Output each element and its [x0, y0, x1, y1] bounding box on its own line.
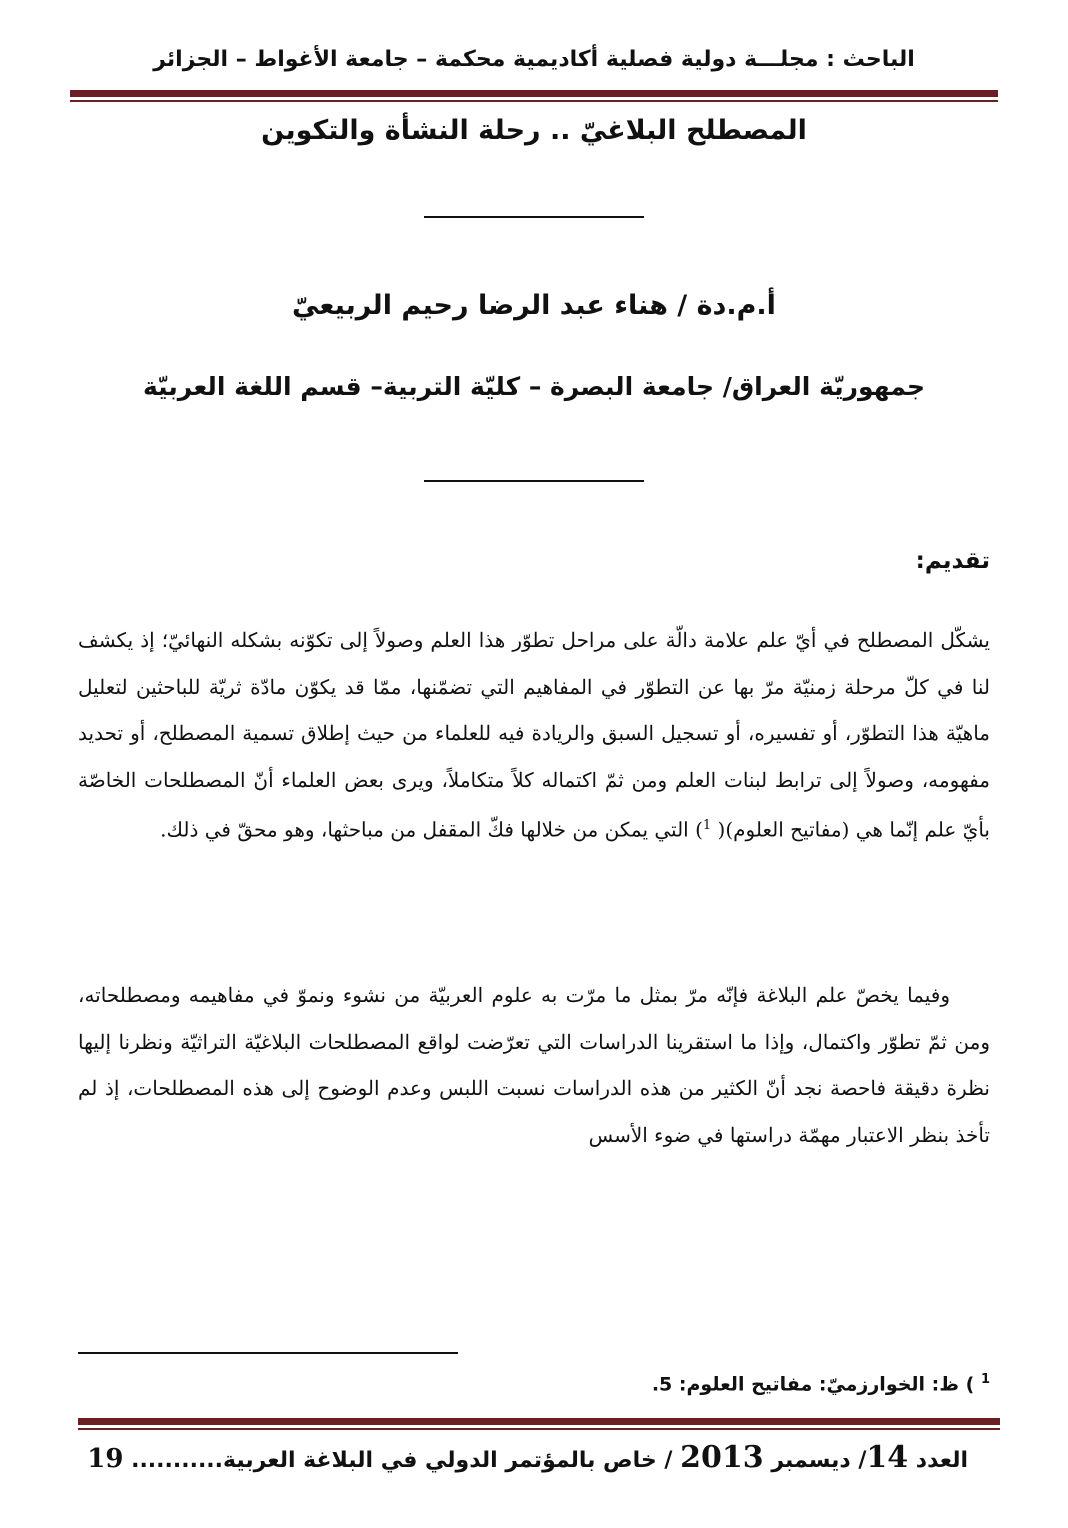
journal-header: الباحث : مجلـــة دولية فصلية أكاديمية محكمة – جامعة الأغواط – الجزائر — [153, 47, 915, 72]
article-title: المصطلح البلاغيّ .. رحلة النشأة والتكوين — [261, 115, 807, 146]
separator-top — [424, 216, 644, 218]
issue-number: 14 — [866, 1440, 909, 1475]
footer-rule-thin — [78, 1428, 1000, 1430]
header-rule-thick — [70, 90, 998, 97]
footnote-text: ) ظ: الخوارزميّ: مفاتيح العلوم: 5. — [651, 1373, 975, 1396]
footer-description: / خاص بالمؤتمر الدولي في البلاغة العربية........... — [131, 1448, 673, 1473]
issue-month: / ديسمبر — [771, 1448, 867, 1473]
section-heading: تقديم: — [915, 548, 990, 574]
footnote — [652, 1372, 990, 1395]
header-rule-thin — [70, 100, 998, 102]
footnote-number: 1 — [980, 1372, 990, 1387]
footer-rule-thick — [78, 1418, 1000, 1425]
author-name: أ.م.دة / هناء عبد الرضا رحيم الربيعيّ — [292, 290, 776, 321]
paragraph-1-end: ) التي يمكن من خلالها فكّ المقفل من مباحثها، وهو محقّ في ذلك. — [160, 817, 703, 842]
footnote-reference[interactable]: 1 — [702, 818, 712, 833]
footnote-separator — [78, 1352, 458, 1354]
issue-label: العدد — [915, 1448, 968, 1473]
paragraph-1-text: يشكّل المصطلح في أيّ علم علامة دالّة على مراحل تطوّر هذا العلم وصولاً إلى تكوّنه بشكله النهائيّ؛ إذ يكشف لنا في كلّ مرحلة زمنيّة مرّ بها عن التطوّر في المفاهيم التي تضمّنها، ممّا قد يكوّن مادّة ثريّة للباحثين لتعليل ماهيّة هذا التطوّر، أو تفسيره، أو تسجيل السبق والريادة فيه للعلماء من حيث إطلاق تسمية المصطلح، أو تحديد مفهومه، وصولاً إلى ترابط لبنات العلم ومن ثمّ اكتماله كلاً متكاملاً، ويرى بعض العلماء أنّ المصطلحات الخاصّة بأيّ علم إنّما هي (مفاتيح العلوم)( — [78, 628, 990, 842]
issue-year: 2013 — [680, 1440, 764, 1475]
author-affiliation: جمهوريّة العراق/ جامعة البصرة – كليّة التربية– قسم اللغة العربيّة — [143, 372, 925, 401]
separator-bottom — [424, 480, 644, 482]
paragraph-1 — [78, 617, 990, 853]
page-footer — [87, 1440, 968, 1475]
page-number: 19 — [87, 1444, 124, 1474]
paragraph-2: وفيما يخصّ علم البلاغة فإنّه مرّ بمثل ما مرّت به علوم العربيّة من نشوء ونموّ في مفاهيمه ومصطلحاته، ومن ثمّ تطوّر واكتمال، وإذا ما استقرينا الدراسات التي تعرّضت لواقع المصطلحات البلاغيّة التراثيّة ونظرنا إليها نظرة دقيقة فاحصة نجد أنّ الكثير من هذه الدراسات نسبت اللبس وعدم الوضوح إلى هذه المصطلحات، إذ لم تأخذ بنظر الاعتبار مهمّة دراستها في ضوء الأسس — [78, 983, 990, 1147]
